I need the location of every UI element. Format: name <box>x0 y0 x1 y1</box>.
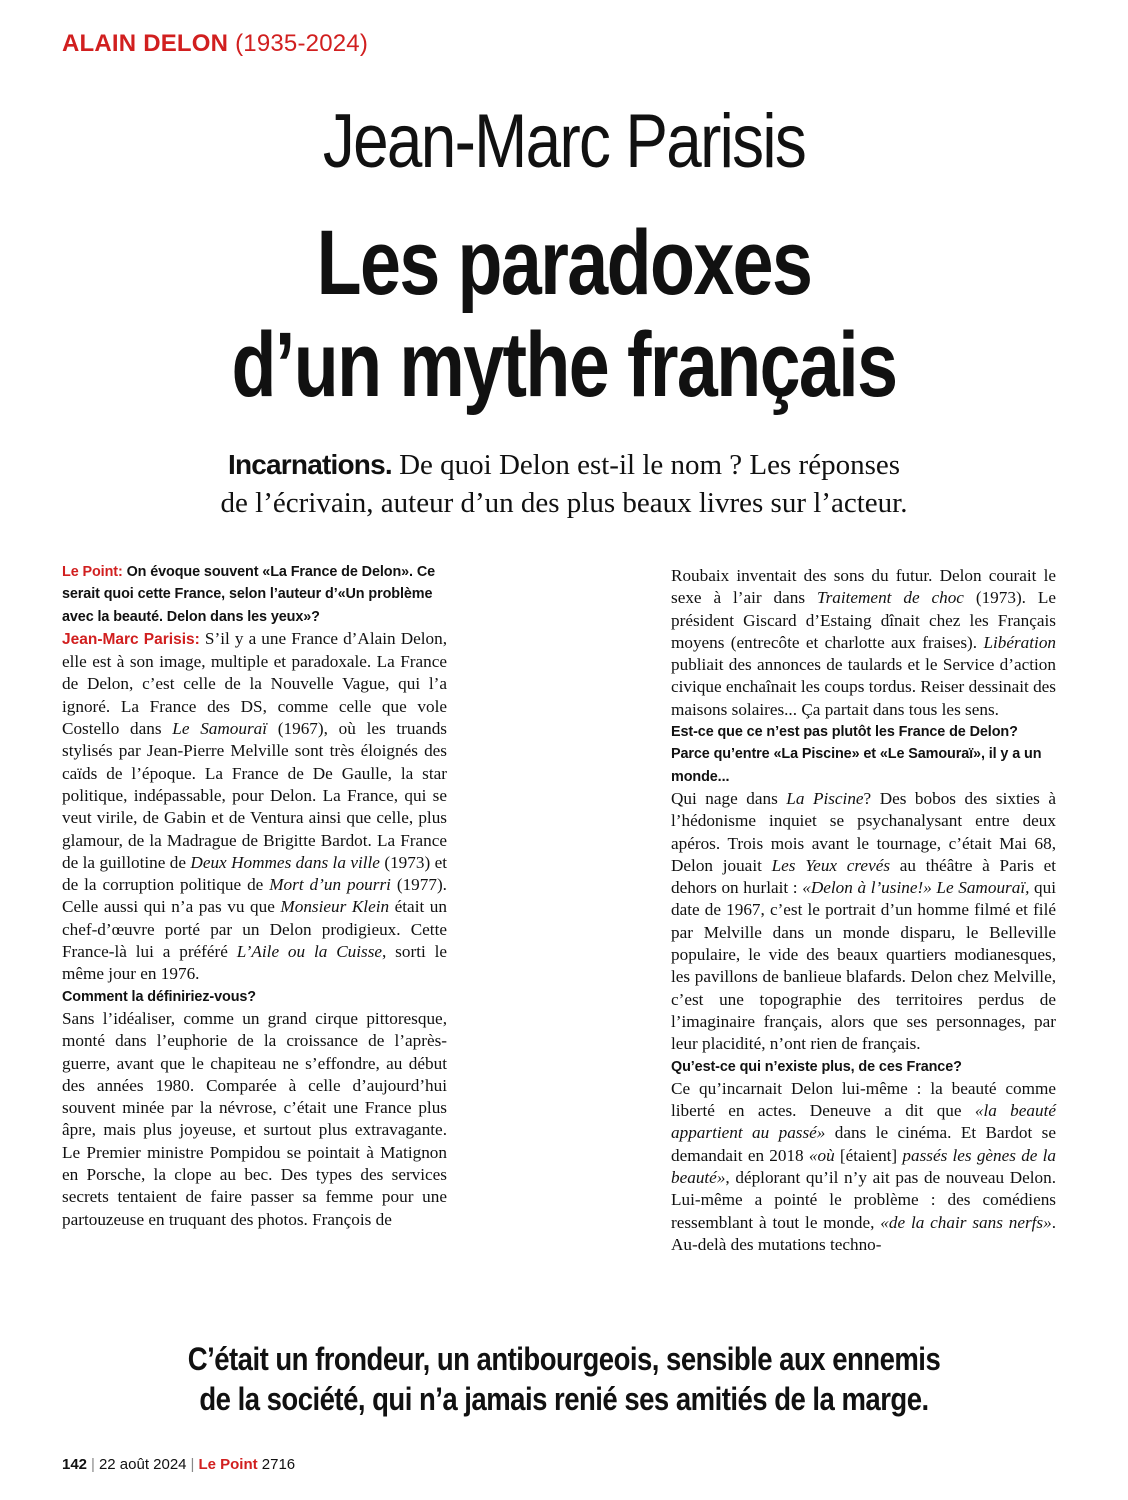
answer-3-text: qui date de 1967, c’est le portrait d’un homme filmé et filé par Melville dans un monde disparu, le Belleville populaire, le vide des beaux quartiers modianesques, les pavillons de banlieue blafards. Delon chez Melville, c’est une topographie des territoires perdus de l’imaginaire français, alors que ses personnages, par leur placidité, n’ont rien de français. <box>671 878 1057 1054</box>
author-name: Jean-Marc Parisis <box>322 99 806 184</box>
play-title: Les Yeux crevés <box>771 855 891 875</box>
answer-3 <box>671 788 1056 1056</box>
film-title: Le Samouraï <box>172 719 268 739</box>
film-title: Mort d’un pourri <box>269 875 391 895</box>
answer-4 <box>671 1078 1056 1256</box>
standfirst-kicker: Incarnations. <box>227 449 392 480</box>
answer-3-text: Qui nage dans <box>671 788 778 808</box>
answer-1-text: (1977). Celle aussi qui n’a pas vu que <box>62 875 447 917</box>
newspaper-title: Libération <box>983 632 1057 652</box>
question-1 <box>62 561 447 628</box>
film-title: Deux Hommes dans la ville <box>190 852 380 872</box>
answer-2-text: publiait des annonces de taulards et le Service d’action civique enchaînait les coups tordus. Reiser dessinait des maisons solaires... Ça partait dans tous les sens. <box>671 655 1056 719</box>
standfirst-line-2: de l’écrivain, auteur d’un des plus beaux livres sur l’acteur. <box>220 487 908 519</box>
pull-quote-line-1: C’était un frondeur, un antibourgeois, sensible aux ennemis <box>187 1341 941 1377</box>
article-column-right <box>671 565 1056 1256</box>
answer-3-text: au théâtre à Paris et dehors on hurlait : <box>671 855 1057 898</box>
question-3: Est-ce que ce n’est pas plutôt les France de Delon? Parce qu’entre «La Piscine» et «Le Samouraï», il y a un monde... <box>671 724 1042 785</box>
answer-1-text: S’il y a une France d’Alain Delon, elle est à son image, multiple et paradoxale. La France de Delon, c’est celle de la Nouvelle Vague, qui l’a ignoré. La France des DS, comme celle que vole Costello dans <box>62 628 448 739</box>
answer-4-text: . Au-delà des mutations techno- <box>671 1212 1057 1254</box>
film-title: Traitement de choc <box>816 588 964 608</box>
answer-1-text: (1973) et de la corruption politique de <box>62 852 448 895</box>
rubric-dates: (1935-2024) <box>235 30 369 57</box>
headline-line-2: d’un mythe français <box>231 314 897 416</box>
answer-2: Sans l’idéaliser, comme un grand cirque pittoresque, monté dans l’euphorie de la croissance de l’après-guerre, avant que le chapiteau ne s’effondre, au début des années 1980. Comparée à celle d’aujourd’hui souvent minée par la névrose, c’était une France plus âpre, mais plus joyeuse, et surtout plus extravagante. Le Premier ministre Pompidou se pointait à Matignon en Porsche, la clope au bec. Des types des services secrets tentaient de faire passer sa femme pour une partouzeuse en truquant des photos. François de <box>62 1008 447 1229</box>
answer-1 <box>62 628 447 986</box>
film-title: Monsieur Klein <box>280 897 390 917</box>
question-1-text: On évoque souvent «La France de Delon». Ce serait quoi cette France, selon l’auteur d’«Un problème avec la beauté. Delon dans les yeux»? <box>62 564 436 625</box>
answer-4-text: dans le cinéma. Et Bardot se demandait en 2018 <box>671 1123 1056 1165</box>
quote-bracket: [étaient] <box>839 1145 898 1165</box>
answer-speaker: Jean-Marc Parisis: <box>62 630 200 648</box>
footer-divider: | <box>91 1456 95 1473</box>
answer-2-text: (1973). Le président Giscard d’Estaing dînait chez les Français moyens (entrecôte et charlotte aux fraises). <box>671 588 1057 652</box>
answer-1-text: (1967), où les truands stylisés par Jean-Pierre Melville sont très éloignés des caïds de l’époque. La France de De Gaulle, la star politique, indépassable, pour Delon. La France, qui se veut virile, de Gabin et de Ventura ainsi que celle, plus glamour, de la Madrague de Brigitte Bardot. La France de la guillotine de <box>62 719 447 872</box>
headline-line-1: Les paradoxes <box>316 212 812 314</box>
question-label: Le Point: <box>62 564 123 580</box>
film-title: L’Aile ou la Cuisse <box>236 942 383 962</box>
headline <box>113 212 1015 416</box>
standfirst <box>0 446 1128 522</box>
quote: «la beauté appartient au passé» <box>671 1101 1056 1143</box>
film-title: La Piscine <box>786 788 864 808</box>
question-2: Comment la définiriez-vous? <box>62 988 256 1005</box>
answer-4-text: Ce qu’incarnait Delon lui-même : la beauté comme liberté en actes. Deneuve a dit que <box>671 1078 1056 1121</box>
rubric-name: ALAIN DELON <box>62 30 229 57</box>
answer-4-text: , déplorant qu’il n’y ait pas de nouveau Delon. Lui-même a pointé le problème : des comédiens ressemblant à tout le monde, <box>671 1168 1056 1232</box>
article-column-left <box>62 561 447 1231</box>
magazine-name: Le Point <box>198 1456 258 1473</box>
answer-1-text: était un chef-d’œuvre porté par un Delon prodigieux. Cette France-là lui a préféré <box>62 897 447 962</box>
answer-1-text: , sorti le même jour en 1976. <box>62 942 447 984</box>
issue-date: 22 août 2024 <box>98 1456 187 1473</box>
quote: passés les gènes de la beauté» <box>671 1145 1057 1188</box>
standfirst-line-1: De quoi Delon est-il le nom ? Les réponses <box>399 449 901 481</box>
answer-3-text: ? Des bobos des sixties à l’hédonisme inquiet se psychanalysant entre deux apéros. Trois mois avant le tournage, c’était Mai 68, Delon jouait <box>671 788 1057 875</box>
page-footer <box>62 1456 295 1473</box>
quote: «de la chair sans nerfs» <box>880 1212 1052 1232</box>
pull-quote-line-2: de la société, qui n’a jamais renié ses amitiés de la marge. <box>199 1381 929 1417</box>
footer-divider: | <box>190 1456 195 1473</box>
answer-2-text: Roubaix inventait des sons du futur. Delon courait le sexe à l’air dans <box>671 566 1056 608</box>
quote: «Delon à l’usine!» Le Samouraï, <box>802 878 1030 898</box>
issue-number: 2716 <box>261 1456 296 1473</box>
quote: «où <box>808 1145 835 1165</box>
rubric <box>62 30 368 58</box>
answer-2-continued <box>671 565 1056 721</box>
question-4: Qu’est-ce qui n’existe plus, de ces France? <box>671 1058 962 1075</box>
page-number: 142 <box>62 1456 88 1473</box>
pull-quote <box>0 1339 1128 1419</box>
